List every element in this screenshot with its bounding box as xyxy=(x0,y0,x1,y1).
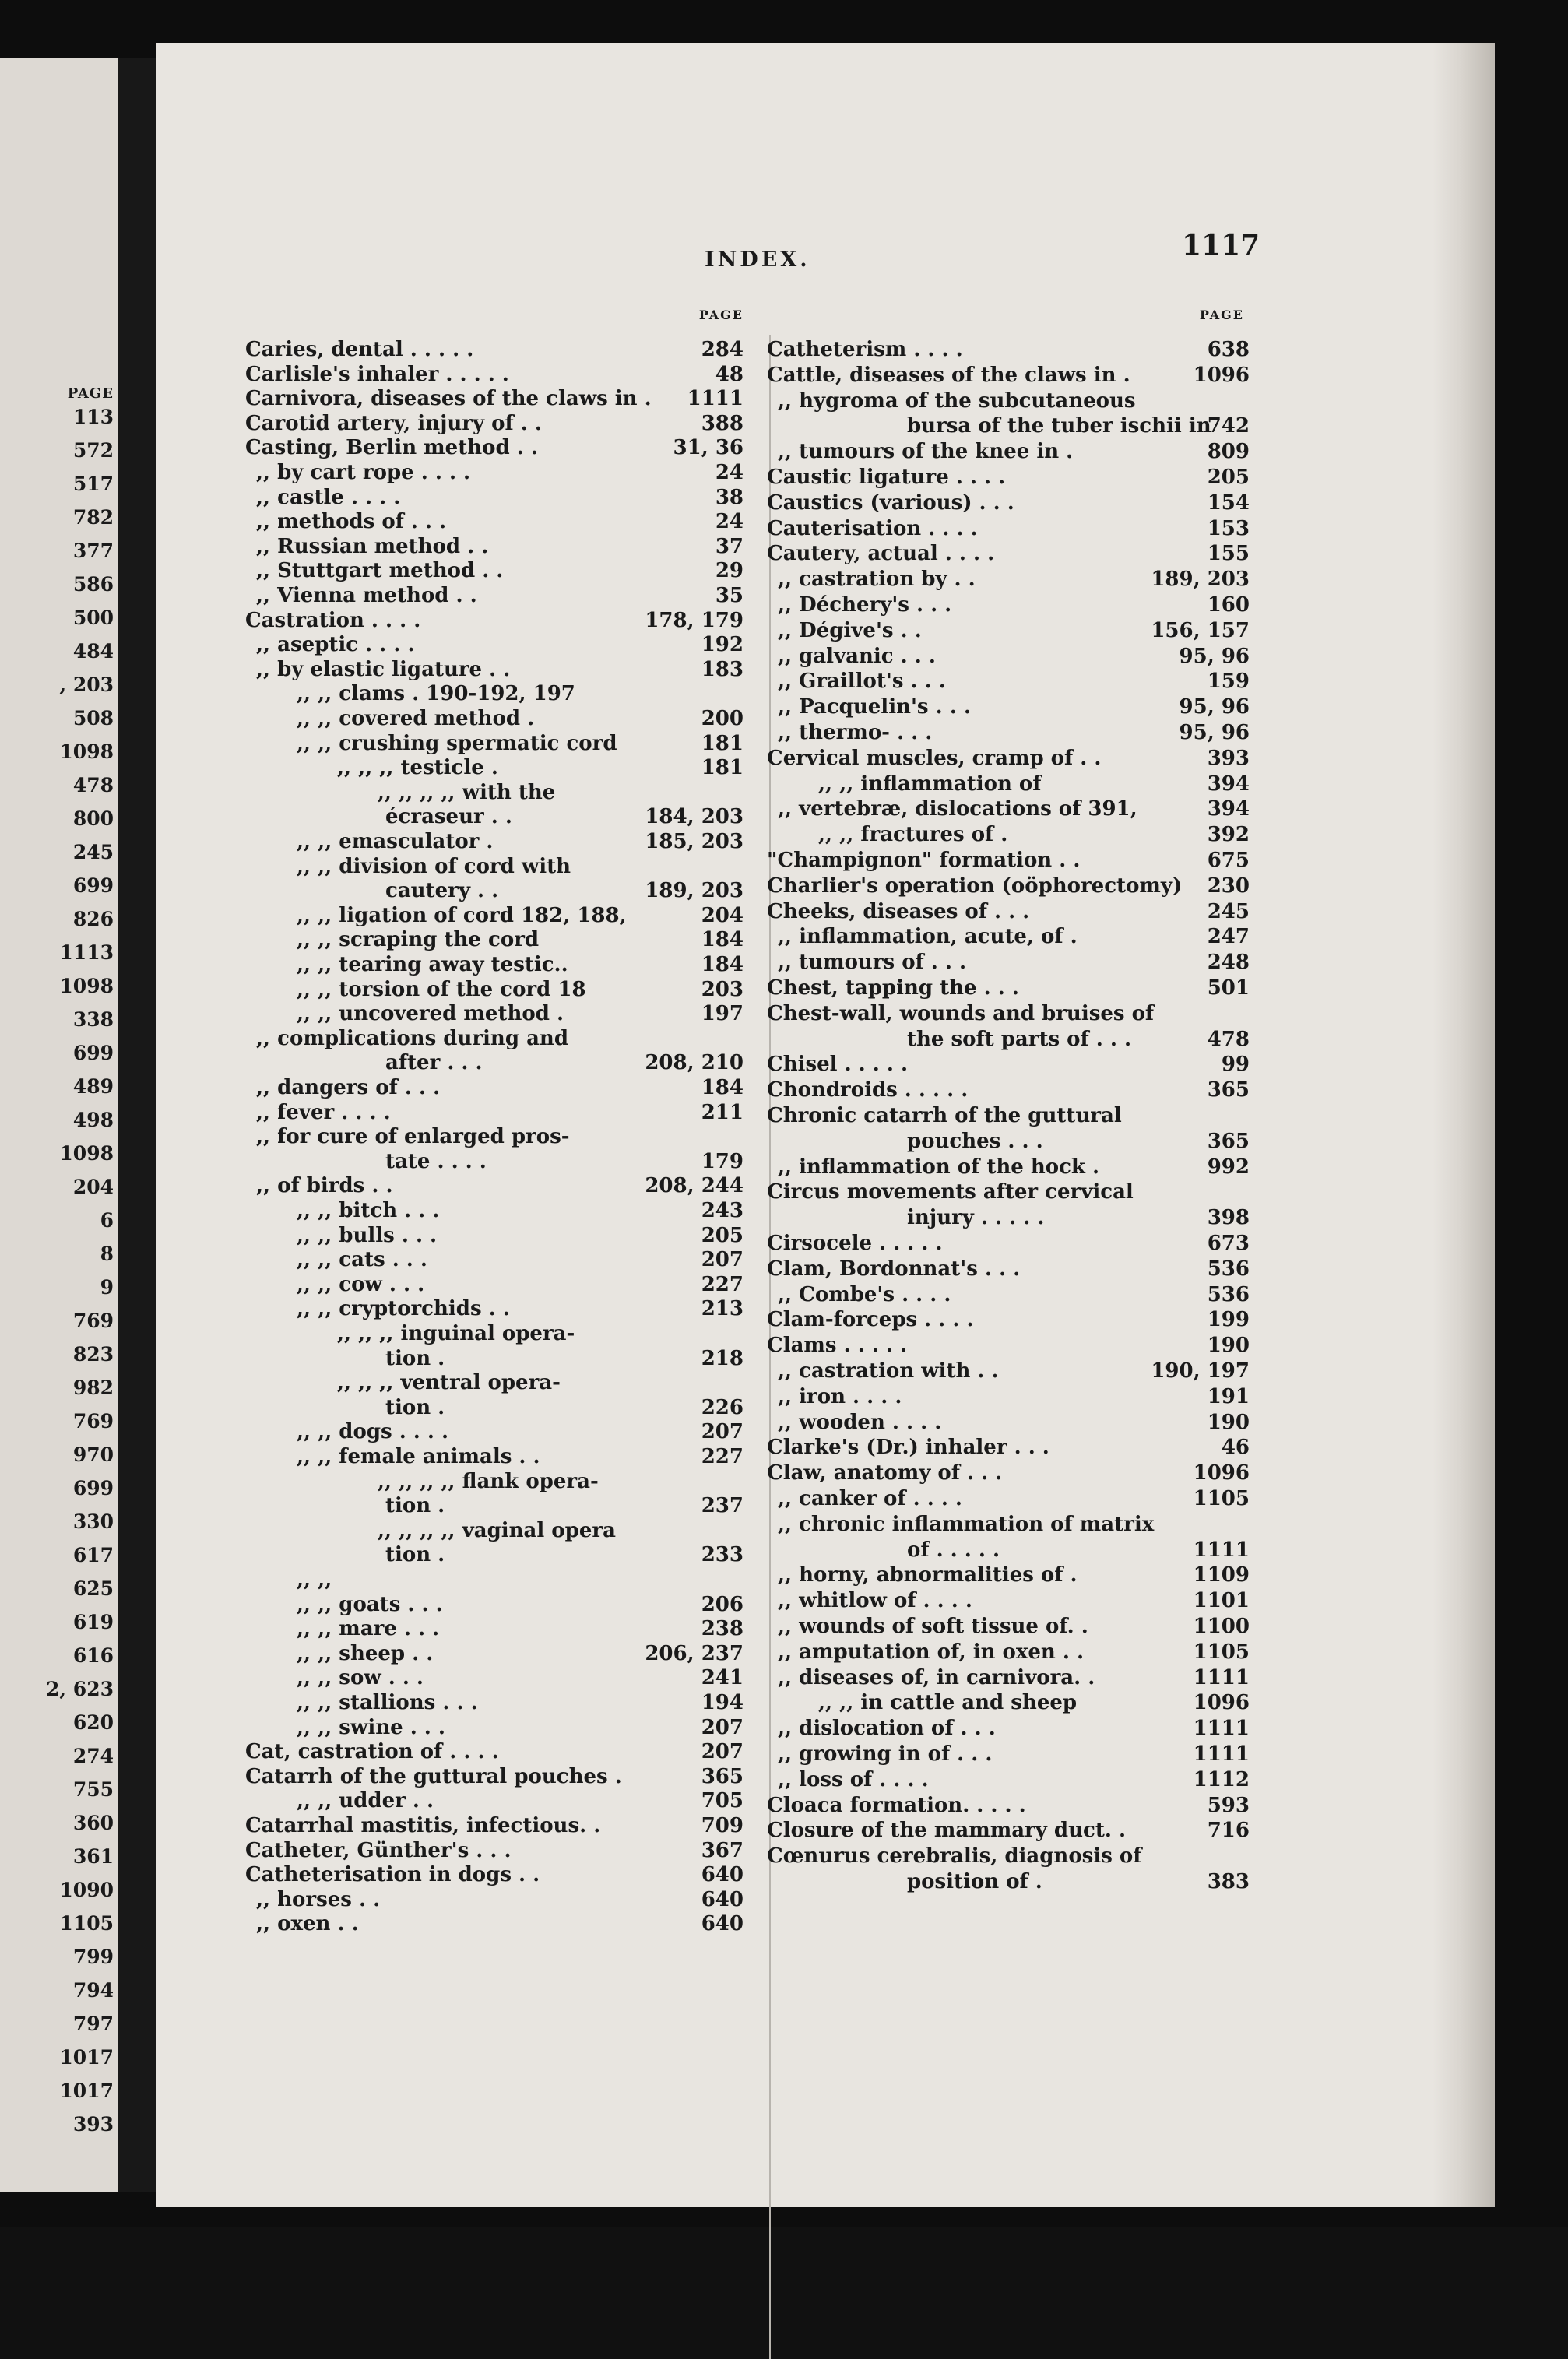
index-entry-term: ,, growing in of . . . xyxy=(778,1742,993,1766)
index-entry-page: 181 xyxy=(701,756,744,780)
previous-page-number: 489 xyxy=(72,1075,114,1098)
index-entry-term: ,, amputation of, in oxen . . xyxy=(778,1640,1085,1664)
index-entry-term: ,, ,, ,, ,, vaginal opera xyxy=(378,1518,616,1542)
index-entry-term: Cat, castration of . . . . xyxy=(245,1740,499,1764)
index-entry-term: ,, whitlow of . . . . xyxy=(778,1589,972,1613)
index-entry-page: 194 xyxy=(701,1691,744,1714)
index-entry-page: 392 xyxy=(1207,823,1250,847)
index-entry-page: 207 xyxy=(701,1420,744,1444)
index-entry-page: 243 xyxy=(701,1199,744,1222)
previous-page-number: 330 xyxy=(72,1510,114,1533)
index-entry-page: 238 xyxy=(701,1617,744,1641)
index-entry-term: ,, ,, ,, ,, flank opera- xyxy=(378,1469,599,1493)
index-entry-term: ,, ,, bitch . . . xyxy=(297,1199,440,1222)
previous-page-number: 982 xyxy=(72,1376,114,1399)
index-entry-page: 227 xyxy=(701,1445,744,1468)
previous-page-number: 616 xyxy=(72,1644,114,1667)
index-entry-page: 185, 203 xyxy=(645,830,744,853)
index-entry-page: 178, 179 xyxy=(645,608,744,632)
index-entry-term: Clarke's (Dr.) inhaler . . . xyxy=(767,1436,1049,1460)
previous-page-number: 6 xyxy=(100,1209,114,1232)
index-entry-term: ,, tumours of . . . xyxy=(778,951,967,975)
index-entry-term: ,, ,, xyxy=(297,1568,332,1591)
previous-page-number: 360 xyxy=(72,1812,114,1834)
index-entry-page: 218 xyxy=(701,1346,744,1370)
index-entry-term: ,, ,, scraping the cord xyxy=(297,928,540,952)
index-entry-term: ,, ,, ,, inguinal opera- xyxy=(337,1322,575,1345)
index-entry-page: 29 xyxy=(715,559,744,583)
index-entry-page: 383 xyxy=(1207,1870,1250,1893)
index-entry-page: 213 xyxy=(701,1297,744,1321)
index-entry-page: 536 xyxy=(1207,1257,1250,1281)
index-entry-term: tion . xyxy=(385,1543,445,1567)
index-entry-term: ,, horses . . xyxy=(256,1887,381,1911)
index-entry-term: ,, ,, dogs . . . . xyxy=(297,1420,449,1444)
previous-page-number: 113 xyxy=(72,406,114,428)
index-entry-page: 37 xyxy=(715,534,744,558)
previous-page-number: 769 xyxy=(72,1310,114,1332)
index-entry-term: Castration . . . . xyxy=(245,608,421,632)
index-entry-term: ,, inflammation of the hock . xyxy=(778,1155,1100,1179)
index-entry-page: 184 xyxy=(701,928,744,952)
index-entry-page: 99 xyxy=(1221,1053,1250,1077)
index-entry-term: ,, ,, torsion of the cord 18 xyxy=(297,977,586,1001)
index-entry-term: ,, castration by . . xyxy=(778,568,976,592)
index-entry-page: 1096 xyxy=(1193,1461,1250,1485)
previous-page-number: 245 xyxy=(72,841,114,863)
index-entry-page: 38 xyxy=(715,485,744,509)
previous-page-number: 755 xyxy=(72,1778,114,1801)
previous-page-number: 699 xyxy=(72,1042,114,1064)
index-entry-term: ,, for cure of enlarged pros- xyxy=(256,1125,570,1149)
index-entry-term: ,, by elastic ligature . . xyxy=(256,657,511,681)
index-entry-term: tion . xyxy=(385,1494,445,1518)
index-entry-term: Cloaca formation. . . . . xyxy=(767,1793,1026,1817)
previous-page-number: 970 xyxy=(72,1443,114,1466)
index-entry-term: "Champignon" formation . . xyxy=(767,849,1081,872)
previous-page-number: 2, 623 xyxy=(46,1678,114,1700)
index-entry-term: pouches . . . xyxy=(907,1129,1043,1153)
index-entry-term: ,, Vienna method . . xyxy=(256,584,477,607)
index-entry-page: 205 xyxy=(1207,466,1250,489)
index-entry-term: Chisel . . . . . xyxy=(767,1053,909,1077)
index-entry-term: ,, Déchery's . . . xyxy=(778,593,952,617)
previous-page-number: 1098 xyxy=(59,1142,114,1165)
previous-page-number: 782 xyxy=(72,506,114,529)
index-entry-term: Clam, Bordonnat's . . . xyxy=(767,1257,1021,1281)
index-entry-term: ,, iron . . . . xyxy=(778,1384,902,1408)
previous-page-number: 377 xyxy=(72,540,114,562)
previous-page-number: 572 xyxy=(72,439,114,462)
index-entry-page: 393 xyxy=(1207,746,1250,770)
index-entry-term: ,, canker of . . . . xyxy=(778,1487,962,1510)
index-entry-page: 154 xyxy=(1207,490,1250,515)
previous-page-number: 617 xyxy=(72,1544,114,1566)
index-entry-page: 227 xyxy=(701,1272,744,1296)
index-entry-term: ,, Graillot's . . . xyxy=(778,670,946,694)
index-entry-page: 200 xyxy=(701,707,744,730)
index-entry-page: 1100 xyxy=(1193,1615,1250,1638)
index-entry-page: 248 xyxy=(1207,951,1250,975)
previous-page-number: 484 xyxy=(72,640,114,663)
index-entry-page: 208, 210 xyxy=(645,1051,744,1075)
index-entry-page: 184 xyxy=(701,1076,744,1099)
index-entry-term: ,, ,, covered method . xyxy=(297,707,535,730)
index-entry-term: Caries, dental . . . . . xyxy=(245,338,474,361)
index-entry-term: Catheter, Günther's . . . xyxy=(245,1838,512,1862)
index-entry-term: Chest, tapping the . . . xyxy=(767,976,1019,1000)
index-entry-term: ,, fever . . . . xyxy=(256,1100,391,1124)
index-entry-page: 1112 xyxy=(1193,1767,1250,1791)
index-entry-page: 95, 96 xyxy=(1179,721,1250,744)
index-entry-term: ,, Stuttgart method . . xyxy=(256,559,504,583)
index-entry-page: 536 xyxy=(1207,1282,1250,1306)
index-entry-term: ,, ,, inflammation of xyxy=(818,772,1042,796)
previous-page-number: 1017 xyxy=(59,2080,114,2102)
index-entry-page: 1096 xyxy=(1193,363,1250,387)
index-entry-term: ,, castration with . . xyxy=(778,1359,999,1383)
index-entry-page: 207 xyxy=(701,1715,744,1739)
index-entry-term: ,, wooden . . . . xyxy=(778,1410,942,1434)
index-entry-term: ,, wounds of soft tissue of. . xyxy=(778,1615,1088,1638)
index-entry-term: ,, Combe's . . . . xyxy=(778,1282,951,1306)
index-entry-page: 95, 96 xyxy=(1179,695,1250,719)
index-entry-page: 190 xyxy=(1207,1410,1250,1434)
index-entry-term: ,, aseptic . . . . xyxy=(256,633,415,657)
previous-page-number: 478 xyxy=(72,774,114,796)
index-entry-term: ,, chronic inflammation of matrix xyxy=(778,1512,1155,1536)
index-entry-page: 247 xyxy=(1207,925,1250,949)
index-entry-term: Caustics (various) . . . xyxy=(767,490,1014,515)
index-entry-term: ,, ,, clams . 190-192, 197 xyxy=(297,682,575,706)
previous-page-number: 517 xyxy=(72,473,114,495)
index-entry-term: ,, ,, tearing away testic.. xyxy=(297,953,568,976)
previous-page-number: 794 xyxy=(72,1979,114,2002)
index-entry-term: Cheeks, diseases of . . . xyxy=(767,899,1030,923)
index-entry-term: ,, ,, ,, ,, with the xyxy=(378,780,556,804)
index-entry-term: Cauterisation . . . . xyxy=(767,516,978,540)
running-head: INDEX. xyxy=(705,248,810,272)
index-entry-page: 189, 203 xyxy=(1151,568,1250,592)
previous-page-number: 393 xyxy=(72,2113,114,2136)
index-entry-page: 398 xyxy=(1207,1206,1250,1230)
index-entry-page: 197 xyxy=(701,1002,744,1026)
index-entry-term: Claw, anatomy of . . . xyxy=(767,1461,1003,1485)
index-entry-term: Cattle, diseases of the claws in . xyxy=(767,363,1130,387)
index-entry-term: ,, ,, goats . . . xyxy=(297,1592,443,1616)
previous-page-number: 625 xyxy=(72,1577,114,1600)
index-entry-page: 394 xyxy=(1207,772,1250,796)
index-entry-page: 365 xyxy=(701,1764,744,1788)
index-entry-term: tion . xyxy=(385,1395,445,1419)
index-entry-term: ,, loss of . . . . xyxy=(778,1767,929,1791)
index-entry-term: ,, ,, stallions . . . xyxy=(297,1691,478,1714)
index-entry-page: 31, 36 xyxy=(673,436,744,460)
index-entry-term: Catarrh of the guttural pouches . xyxy=(245,1764,622,1788)
index-entry-page: 160 xyxy=(1207,593,1250,617)
index-entry-page: 183 xyxy=(701,657,744,681)
index-entry-page: 190 xyxy=(1207,1334,1250,1358)
index-entry-term: Carnivora, diseases of the claws in . xyxy=(245,387,652,411)
previous-page-number: 823 xyxy=(72,1343,114,1366)
index-entry-term: ,, of birds . . xyxy=(256,1174,393,1198)
index-entry-page: 24 xyxy=(715,510,744,534)
index-entry-term: after . . . xyxy=(385,1051,483,1075)
previous-page-number: 274 xyxy=(72,1745,114,1767)
index-entry-page: 1111 xyxy=(1193,1665,1250,1689)
index-entry-page: 230 xyxy=(1207,874,1250,898)
index-entry-term: ,, ,, ,, ventral opera- xyxy=(337,1371,561,1395)
previous-page-number: , 203 xyxy=(59,673,114,696)
index-entry-page: 638 xyxy=(1207,338,1250,361)
previous-page-number: 1098 xyxy=(59,740,114,763)
index-entry-term: ,, ,, in cattle and sheep xyxy=(818,1691,1078,1715)
index-entry-page: 992 xyxy=(1207,1155,1250,1179)
previous-page-number: 797 xyxy=(72,2013,114,2035)
index-entry-term: ,, Pacquelin's . . . xyxy=(778,695,971,719)
index-entry-page: 211 xyxy=(701,1100,744,1124)
index-entry-term: ,, ,, bulls . . . xyxy=(297,1223,438,1247)
index-entry-term: ,, Dégive's . . xyxy=(778,618,922,642)
index-entry-page: 155 xyxy=(1207,542,1250,566)
index-entry-term: ,, complications during and xyxy=(256,1026,568,1050)
index-entry-term: ,, galvanic . . . xyxy=(778,644,936,668)
index-entry-page: 394 xyxy=(1207,797,1250,821)
index-entry-page: 153 xyxy=(1207,516,1250,540)
previous-page-number: 619 xyxy=(72,1611,114,1633)
index-entry-term: ,, ,, uncovered method . xyxy=(297,1002,564,1026)
index-entry-term: Carlisle's inhaler . . . . . xyxy=(245,362,509,386)
index-entry-page: 1111 xyxy=(1193,1717,1250,1741)
index-entry-term: Caustic ligature . . . . xyxy=(767,466,1006,489)
index-entry-page: 35 xyxy=(715,584,744,607)
index-entry-page: 1105 xyxy=(1193,1487,1250,1510)
previous-page-number: 361 xyxy=(72,1845,114,1868)
index-entry-term: tate . . . . xyxy=(385,1149,487,1173)
index-entry-term: Clams . . . . . xyxy=(767,1334,908,1358)
index-entry-page: 207 xyxy=(701,1248,744,1272)
index-entry-term: Casting, Berlin method . . xyxy=(245,436,538,460)
index-entry-page: 742 xyxy=(1207,414,1250,438)
index-entry-page: 189, 203 xyxy=(645,879,744,903)
index-entry-page: 192 xyxy=(701,633,744,657)
index-entry-page: 46 xyxy=(1221,1436,1250,1460)
index-entry-term: Chronic catarrh of the guttural xyxy=(767,1104,1122,1127)
index-entry-page: 1111 xyxy=(1193,1538,1250,1562)
index-entry-page: 478 xyxy=(1207,1027,1250,1051)
index-entry-page: 207 xyxy=(701,1740,744,1764)
index-entry-term: Charlier's operation (oöphorectomy) xyxy=(767,874,1183,898)
index-entry-term: ,, ,, ligation of cord 182, 188, xyxy=(297,903,627,927)
index-entry-term: Clam-forceps . . . . xyxy=(767,1308,974,1332)
index-entry-term: position of . xyxy=(907,1870,1042,1893)
previous-page-number: 826 xyxy=(72,908,114,930)
index-entry-page: 1101 xyxy=(1193,1589,1250,1613)
index-entry-term: ,, inflammation, acute, of . xyxy=(778,925,1078,949)
index-entry-term: ,, ,, fractures of . xyxy=(818,823,1008,847)
index-entry-term: ,, diseases of, in carnivora. . xyxy=(778,1665,1095,1689)
index-entry-page: 1105 xyxy=(1193,1640,1250,1664)
index-entry-term: ,, ,, cats . . . xyxy=(297,1248,427,1272)
index-entry-term: Catheterism . . . . xyxy=(767,338,963,361)
previous-page-number: 508 xyxy=(72,707,114,729)
index-entry-page: 237 xyxy=(701,1494,744,1518)
index-entry-term: injury . . . . . xyxy=(907,1206,1045,1230)
index-entry-term: ,, thermo- . . . xyxy=(778,721,933,744)
page-number: 1117 xyxy=(1182,229,1260,262)
index-entry-term: Cervical muscles, cramp of . . xyxy=(767,746,1102,770)
index-entry-term: ,, horny, abnormalities of . xyxy=(778,1563,1078,1587)
index-entry-page: 24 xyxy=(715,461,744,484)
index-entry-page: 184 xyxy=(701,953,744,976)
index-entry-page: 95, 96 xyxy=(1179,644,1250,668)
index-entry-page: 226 xyxy=(701,1395,744,1419)
index-entry-page: 159 xyxy=(1207,670,1250,694)
previous-page-number: 799 xyxy=(72,1946,114,1968)
index-entry-term: ,, vertebræ, dislocations of 391, xyxy=(778,797,1137,821)
index-entry-term: ,, ,, mare . . . xyxy=(297,1617,440,1641)
previous-page-number: 620 xyxy=(72,1711,114,1734)
index-entry-page: 1096 xyxy=(1193,1691,1250,1715)
index-entry-page: 206, 237 xyxy=(645,1641,744,1665)
index-entry-term: Chest-wall, wounds and bruises of xyxy=(767,1001,1155,1025)
index-entry-term: ,, oxen . . xyxy=(256,1912,359,1936)
previous-page-number: 699 xyxy=(72,874,114,897)
index-entry-term: Catarrhal mastitis, infectious. . xyxy=(245,1814,601,1837)
previous-page-number: 204 xyxy=(72,1176,114,1198)
index-entry-page: 367 xyxy=(701,1838,744,1862)
index-entry-page: 640 xyxy=(701,1863,744,1887)
previous-page-number: 498 xyxy=(72,1109,114,1131)
index-entry-term: of . . . . . xyxy=(907,1538,1000,1562)
index-entry-term: ,, by cart rope . . . . xyxy=(256,461,471,484)
index-entry-page: 199 xyxy=(1207,1308,1250,1332)
index-entry-page: 156, 157 xyxy=(1151,618,1250,642)
previous-page-number: 8 xyxy=(100,1243,114,1265)
index-entry-term: ,, ,, udder . . xyxy=(297,1789,434,1813)
index-entry-page: 640 xyxy=(701,1912,744,1936)
index-entry-page: 184, 203 xyxy=(645,805,744,829)
index-entry-term: Closure of the mammary duct. . xyxy=(767,1819,1126,1843)
index-entry-page: 675 xyxy=(1207,849,1250,872)
index-entry-page: 809 xyxy=(1207,440,1250,464)
index-entry-term: ,, ,, emasculator . xyxy=(297,830,494,853)
index-entry-term: ,, tumours of the knee in . xyxy=(778,440,1074,464)
index-entry-term: Carotid artery, injury of . . xyxy=(245,411,542,435)
index-entry-page: 705 xyxy=(701,1789,744,1813)
index-entry-term: tion . xyxy=(385,1346,445,1370)
previous-page-number: 1017 xyxy=(59,2046,114,2069)
column-head-page: PAGE xyxy=(1199,308,1244,322)
previous-page-number: 1098 xyxy=(59,975,114,997)
index-entry-term: ,, ,, cryptorchids . . xyxy=(297,1297,510,1321)
index-entry-page: 1111 xyxy=(687,387,744,411)
index-entry-page: 203 xyxy=(701,977,744,1001)
index-entry-page: 593 xyxy=(1207,1793,1250,1817)
index-entry-term: cautery . . xyxy=(385,879,499,903)
index-entry-term: Catheterisation in dogs . . xyxy=(245,1863,540,1887)
previous-page-number: 1090 xyxy=(59,1879,114,1901)
index-entry-term: écraseur . . xyxy=(385,805,512,829)
index-entry-term: Cœnurus cerebralis, diagnosis of xyxy=(767,1844,1142,1869)
previous-page-number: 338 xyxy=(72,1008,114,1031)
index-entry-term: ,, methods of . . . xyxy=(256,510,447,534)
previous-page-number: 9 xyxy=(100,1276,114,1299)
index-entry-page: 191 xyxy=(1207,1384,1250,1408)
index-entry-page: 181 xyxy=(701,731,744,755)
previous-page-number: 500 xyxy=(72,606,114,629)
index-entry-term: ,, ,, sow . . . xyxy=(297,1666,424,1690)
index-entry-page: 204 xyxy=(701,903,744,927)
index-entry-term: Circus movements after cervical xyxy=(767,1180,1134,1204)
previous-page-column-head: PAGE xyxy=(67,385,114,402)
previous-page-number: 1113 xyxy=(59,941,114,964)
index-entry-page: 1111 xyxy=(1193,1742,1250,1766)
index-entry-term: ,, ,, sheep . . xyxy=(297,1641,434,1665)
index-entry-page: 716 xyxy=(1207,1819,1250,1843)
index-entry-page: 233 xyxy=(701,1543,744,1567)
column-head-page: PAGE xyxy=(698,308,744,322)
index-entry-term: ,, dislocation of . . . xyxy=(778,1717,996,1741)
index-entry-page: 284 xyxy=(701,338,744,361)
index-entry-page: 208, 244 xyxy=(645,1174,744,1198)
index-entry-term: ,, ,, swine . . . xyxy=(297,1715,445,1739)
index-entry-term: Cirsocele . . . . . xyxy=(767,1232,943,1255)
index-entry-page: 388 xyxy=(701,411,744,435)
page-edge-shadow xyxy=(1433,43,1495,2207)
index-entry-page: 206 xyxy=(701,1592,744,1616)
index-entry-page: 179 xyxy=(701,1149,744,1173)
index-entry-term: ,, ,, ,, testicle . xyxy=(337,756,498,780)
previous-page-number: 586 xyxy=(72,573,114,596)
index-entry-page: 709 xyxy=(701,1814,744,1837)
index-entry-term: bursa of the tuber ischii in xyxy=(907,414,1211,438)
previous-page-number: 1105 xyxy=(59,1912,114,1935)
index-entry-term: Chondroids . . . . . xyxy=(767,1078,969,1102)
index-entry-page: 245 xyxy=(1207,899,1250,923)
index-entry-term: ,, ,, division of cord with xyxy=(297,854,571,878)
index-entry-term: ,, ,, crushing spermatic cord xyxy=(297,731,617,755)
index-entry-page: 673 xyxy=(1207,1232,1250,1255)
index-entry-page: 501 xyxy=(1207,976,1250,1000)
index-entry-page: 1109 xyxy=(1193,1563,1250,1587)
previous-page-number: 800 xyxy=(72,807,114,830)
previous-page-number: 699 xyxy=(72,1477,114,1499)
book-gutter xyxy=(118,58,156,2192)
index-entry-term: ,, ,, female animals . . xyxy=(297,1445,540,1468)
index-entry-term: the soft parts of . . . xyxy=(907,1027,1131,1051)
previous-page-number: 769 xyxy=(72,1410,114,1433)
index-entry-page: 48 xyxy=(715,362,744,386)
index-entry-page: 365 xyxy=(1207,1129,1250,1153)
index-entry-page: 241 xyxy=(701,1666,744,1690)
index-entry-page: 190, 197 xyxy=(1151,1359,1250,1383)
index-entry-term: ,, castle . . . . xyxy=(256,485,401,509)
index-entry-term: ,, hygroma of the subcutaneous xyxy=(778,388,1136,413)
index-entry-term: ,, dangers of . . . xyxy=(256,1076,441,1099)
index-entry-page: 640 xyxy=(701,1887,744,1911)
index-entry-term: Cautery, actual . . . . xyxy=(767,542,995,566)
index-entry-term: ,, Russian method . . xyxy=(256,534,489,558)
index-entry-page: 365 xyxy=(1207,1078,1250,1102)
index-entry-page: 205 xyxy=(701,1223,744,1247)
previous-page-edge xyxy=(0,58,118,2192)
index-entry-term: ,, ,, cow . . . xyxy=(297,1272,425,1296)
